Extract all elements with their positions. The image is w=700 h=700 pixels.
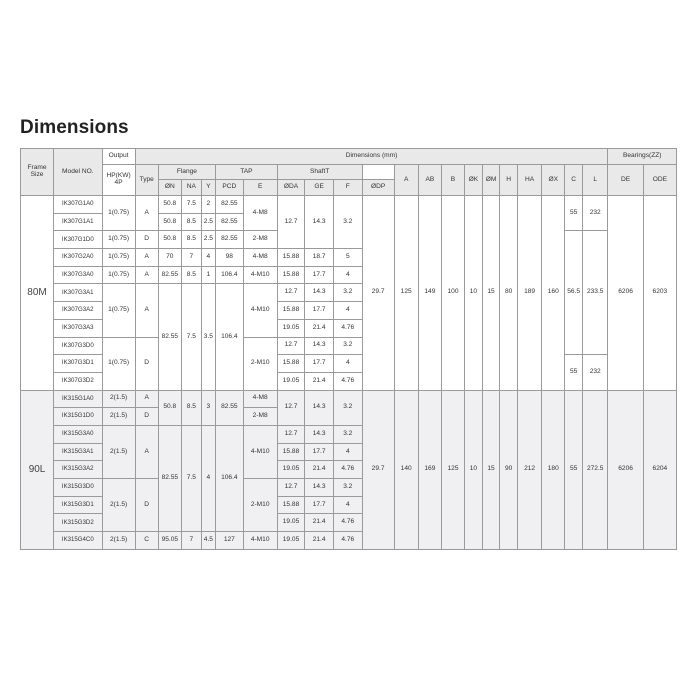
dimensions-table <box>20 148 677 550</box>
tap-e-cell: 2-M10 <box>243 337 277 390</box>
shaft-f-cell: 4.76 <box>333 532 362 550</box>
shaft-ge-cell: 17.7 <box>305 443 334 461</box>
flange-y-cell: 2.5 <box>201 231 215 249</box>
l-cell: 233.5 <box>582 231 608 355</box>
shaft-f-cell: 4 <box>333 443 362 461</box>
tap-pcd-cell: 106.4 <box>216 266 244 284</box>
type-cell: A <box>135 425 158 478</box>
dp-cell: 29.7 <box>362 196 394 391</box>
model-cell: IK307G3D0 <box>54 337 102 355</box>
shaft-ge-cell: 21.4 <box>305 514 334 532</box>
header-h: H <box>500 165 518 196</box>
flange-y-cell: 2 <box>201 196 215 214</box>
hp-cell: 2(1.5) <box>102 408 135 426</box>
header-b: B <box>441 165 464 196</box>
shaft-da-cell: 12.7 <box>277 337 305 355</box>
model-cell: IK307G2A0 <box>54 249 102 267</box>
shaft-da-cell: 12.7 <box>277 479 305 497</box>
model-cell: IK307G1D0 <box>54 231 102 249</box>
tap-pcd-cell: 82.55 <box>216 213 244 231</box>
tap-e-cell: 4-M8 <box>243 249 277 267</box>
c-cell: 55 <box>565 355 583 390</box>
tap-pcd-cell: 106.4 <box>216 284 244 390</box>
flange-y-cell: 3 <box>201 390 215 425</box>
flange-y-cell: 2.5 <box>201 213 215 231</box>
flange-na-cell: 8.5 <box>181 266 201 284</box>
model-cell: IK315G3D0 <box>54 479 102 497</box>
b-cell: 100 <box>441 196 464 391</box>
header-ode: ODE <box>643 165 676 196</box>
table-row <box>21 390 677 408</box>
frame-size-cell: 90L <box>21 390 54 549</box>
shaft-f-cell: 4 <box>333 496 362 514</box>
k-cell: 10 <box>465 390 483 549</box>
header-shaft: ShaftT <box>277 165 362 180</box>
flange-y-cell: 4 <box>201 249 215 267</box>
shaft-ge-cell: 14.3 <box>305 390 334 425</box>
flange-on-cell: 50.8 <box>158 390 181 425</box>
tap-e-cell: 4-M8 <box>243 390 277 408</box>
header-dimensions: Dimensions (mm) <box>135 149 608 165</box>
table-row <box>21 196 677 214</box>
header-flange-y: Y <box>201 180 215 196</box>
flange-y-cell: 4 <box>201 425 215 531</box>
model-cell: IK315G1D0 <box>54 408 102 426</box>
header-tap-pcd: PCD <box>216 180 244 196</box>
l-cell: 272.5 <box>582 390 608 549</box>
type-cell: D <box>135 408 158 426</box>
tap-pcd-cell: 82.55 <box>216 196 244 214</box>
shaft-ge-cell: 17.7 <box>305 266 334 284</box>
model-cell: IK307G3D2 <box>54 372 102 390</box>
hp-cell: 2(1.5) <box>102 532 135 550</box>
shaft-f-cell: 3.2 <box>333 425 362 443</box>
flange-na-cell: 8.5 <box>181 231 201 249</box>
tap-pcd-cell: 98 <box>216 249 244 267</box>
header-de: DE <box>608 165 643 196</box>
tap-e-cell: 4-M10 <box>243 266 277 284</box>
shaft-da-cell: 15.88 <box>277 355 305 373</box>
shaft-ge-cell: 17.7 <box>305 302 334 320</box>
de-cell: 6206 <box>608 390 643 549</box>
tap-e-cell: 4-M8 <box>243 196 277 231</box>
header-l: L <box>582 165 608 196</box>
model-cell: IK315G3A2 <box>54 461 102 479</box>
flange-y-cell: 3.5 <box>201 284 215 390</box>
x-cell: 160 <box>542 196 565 391</box>
dp-cell: 29.7 <box>362 390 394 549</box>
tap-e-cell: 2-M8 <box>243 231 277 249</box>
shaft-f-cell: 4 <box>333 355 362 373</box>
shaft-da-cell: 12.7 <box>277 425 305 443</box>
shaft-f-cell: 4.76 <box>333 514 362 532</box>
flange-on-cell: 50.8 <box>158 196 181 214</box>
model-cell: IK315G4C0 <box>54 532 102 550</box>
shaft-ge-cell: 21.4 <box>305 319 334 337</box>
ode-cell: 6203 <box>643 196 676 391</box>
tap-e-cell: 4-M10 <box>243 284 277 337</box>
shaft-ge-cell: 14.3 <box>305 425 334 443</box>
k-cell: 10 <box>465 196 483 391</box>
hp-cell: 1(0.75) <box>102 196 135 231</box>
type-cell: D <box>135 231 158 249</box>
header-type: Type <box>135 165 158 196</box>
l-cell: 232 <box>582 355 608 390</box>
type-cell: A <box>135 390 158 408</box>
header-x: ØX <box>542 165 565 196</box>
hp-cell: 1(0.75) <box>102 231 135 249</box>
model-cell: IK315G3A1 <box>54 443 102 461</box>
model-cell: IK307G3A2 <box>54 302 102 320</box>
tap-pcd-cell: 82.55 <box>216 390 244 425</box>
ab-cell: 149 <box>418 196 441 391</box>
tap-e-cell: 2-M10 <box>243 479 277 532</box>
shaft-f-cell: 3.2 <box>333 337 362 355</box>
hp-cell: 1(0.75) <box>102 284 135 337</box>
flange-on-cell: 50.8 <box>158 231 181 249</box>
shaft-f-cell: 4.76 <box>333 461 362 479</box>
flange-on-cell: 95.05 <box>158 532 181 550</box>
model-cell: IK307G1A0 <box>54 196 102 214</box>
type-cell: D <box>135 337 158 390</box>
m-cell: 15 <box>482 390 500 549</box>
type-cell: A <box>135 284 158 337</box>
model-cell: IK307G3A3 <box>54 319 102 337</box>
c-cell: 55 <box>565 196 583 231</box>
header-dp-top <box>362 165 394 180</box>
shaft-da-cell: 12.7 <box>277 196 305 249</box>
model-cell: IK315G3D2 <box>54 514 102 532</box>
a-cell: 125 <box>394 196 418 391</box>
header-tap: TAP <box>216 165 278 180</box>
tap-pcd-cell: 127 <box>216 532 244 550</box>
shaft-ge-cell: 14.3 <box>305 479 334 497</box>
shaft-da-cell: 19.05 <box>277 461 305 479</box>
model-cell: IK307G3A0 <box>54 266 102 284</box>
shaft-f-cell: 3.2 <box>333 196 362 249</box>
ha-cell: 189 <box>517 196 541 391</box>
header-m: ØM <box>482 165 500 196</box>
shaft-ge-cell: 17.7 <box>305 355 334 373</box>
flange-on-cell: 82.55 <box>158 266 181 284</box>
shaft-ge-cell: 18.7 <box>305 249 334 267</box>
shaft-ge-cell: 14.3 <box>305 337 334 355</box>
tap-e-cell: 4-M10 <box>243 425 277 478</box>
page-title: Dimensions <box>20 117 129 138</box>
shaft-da-cell: 19.05 <box>277 532 305 550</box>
type-cell: C <box>135 532 158 550</box>
shaft-ge-cell: 17.7 <box>305 496 334 514</box>
header-shaft-da: ØDA <box>277 180 305 196</box>
tap-e-cell: 2-M8 <box>243 408 277 426</box>
shaft-da-cell: 15.88 <box>277 496 305 514</box>
ode-cell: 6204 <box>643 390 676 549</box>
shaft-da-cell: 15.88 <box>277 249 305 267</box>
shaft-da-cell: 15.88 <box>277 302 305 320</box>
type-cell: A <box>135 249 158 267</box>
header-frame-size: Frame Size <box>21 149 54 196</box>
hp-cell: 1(0.75) <box>102 249 135 267</box>
shaft-ge-cell: 14.3 <box>305 284 334 302</box>
hp-cell: 2(1.5) <box>102 425 135 478</box>
h-cell: 90 <box>500 390 518 549</box>
de-cell: 6206 <box>608 196 643 391</box>
flange-on-cell: 70 <box>158 249 181 267</box>
a-cell: 140 <box>394 390 418 549</box>
shaft-da-cell: 12.7 <box>277 284 305 302</box>
shaft-ge-cell: 21.4 <box>305 532 334 550</box>
ab-cell: 169 <box>418 390 441 549</box>
ha-cell: 212 <box>517 390 541 549</box>
header-hp-kw: HP(KW) 4P <box>102 165 135 196</box>
hp-cell: 1(0.75) <box>102 337 135 390</box>
m-cell: 15 <box>482 196 500 391</box>
tap-e-cell: 4-M10 <box>243 532 277 550</box>
hp-cell: 1(0.75) <box>102 266 135 284</box>
shaft-da-cell: 12.7 <box>277 390 305 425</box>
shaft-f-cell: 4.76 <box>333 319 362 337</box>
header-ha: HA <box>517 165 541 196</box>
flange-on-cell: 82.55 <box>158 425 181 531</box>
hp-cell: 2(1.5) <box>102 479 135 532</box>
tap-pcd-cell: 82.55 <box>216 231 244 249</box>
model-cell: IK307G1A1 <box>54 213 102 231</box>
header-tap-e: E <box>243 180 277 196</box>
flange-y-cell: 4.5 <box>201 532 215 550</box>
flange-na-cell: 7 <box>181 532 201 550</box>
flange-na-cell: 8.5 <box>181 213 201 231</box>
shaft-da-cell: 15.88 <box>277 266 305 284</box>
c-cell: 55 <box>565 390 583 549</box>
type-cell: A <box>135 196 158 231</box>
header-flange-on: ØN <box>158 180 181 196</box>
header-shaft-ge: GE <box>305 180 334 196</box>
hp-cell: 2(1.5) <box>102 390 135 408</box>
model-cell: IK315G3A0 <box>54 425 102 443</box>
header-k: ØK <box>465 165 483 196</box>
header-flange-na: NA <box>181 180 201 196</box>
model-cell: IK315G1A0 <box>54 390 102 408</box>
type-cell: D <box>135 479 158 532</box>
type-cell: A <box>135 266 158 284</box>
shaft-ge-cell: 21.4 <box>305 461 334 479</box>
flange-na-cell: 7.5 <box>181 196 201 214</box>
header-model-no: Model NO. <box>54 149 102 196</box>
header-shaft-f: F <box>333 180 362 196</box>
flange-on-cell: 82.55 <box>158 284 181 390</box>
b-cell: 125 <box>441 390 464 549</box>
header-a: A <box>394 165 418 196</box>
shaft-f-cell: 4 <box>333 266 362 284</box>
tap-pcd-cell: 106.4 <box>216 425 244 531</box>
shaft-da-cell: 15.88 <box>277 443 305 461</box>
flange-na-cell: 8.5 <box>181 390 201 425</box>
model-cell: IK307G3A1 <box>54 284 102 302</box>
shaft-da-cell: 19.05 <box>277 319 305 337</box>
header-flange: Flange <box>158 165 215 180</box>
model-cell: IK307G3D1 <box>54 355 102 373</box>
frame-size-cell: 80M <box>21 196 54 391</box>
flange-na-cell: 7 <box>181 249 201 267</box>
shaft-f-cell: 5 <box>333 249 362 267</box>
header-c: C <box>565 165 583 196</box>
model-cell: IK315G3D1 <box>54 496 102 514</box>
shaft-f-cell: 4.76 <box>333 372 362 390</box>
header-output: Output <box>102 149 135 165</box>
c-cell: 56.5 <box>565 231 583 355</box>
flange-y-cell: 1 <box>201 266 215 284</box>
h-cell: 80 <box>500 196 518 391</box>
header-ab: AB <box>418 165 441 196</box>
flange-na-cell: 7.5 <box>181 284 201 390</box>
flange-on-cell: 50.8 <box>158 213 181 231</box>
shaft-f-cell: 3.2 <box>333 284 362 302</box>
shaft-f-cell: 3.2 <box>333 390 362 425</box>
shaft-da-cell: 19.05 <box>277 514 305 532</box>
shaft-f-cell: 4 <box>333 302 362 320</box>
l-cell: 232 <box>582 196 608 231</box>
flange-na-cell: 7.5 <box>181 425 201 531</box>
x-cell: 180 <box>542 390 565 549</box>
shaft-ge-cell: 21.4 <box>305 372 334 390</box>
shaft-f-cell: 3.2 <box>333 479 362 497</box>
header-bearings: Bearings(ZZ) <box>608 149 677 165</box>
header-dp: ØDP <box>362 180 394 196</box>
shaft-ge-cell: 14.3 <box>305 196 334 249</box>
shaft-da-cell: 19.05 <box>277 372 305 390</box>
